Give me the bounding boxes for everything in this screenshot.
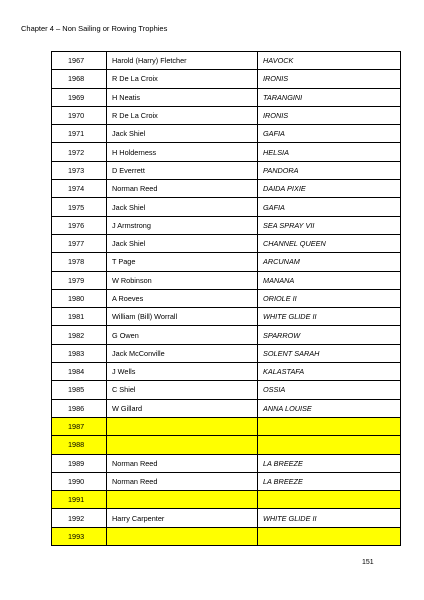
boat-cell: HELSIA [258,143,401,161]
table-row [52,417,401,435]
year-cell: 1980 [52,289,107,307]
year-cell: 1968 [52,70,107,88]
table-row [52,180,401,198]
boat-cell: LA BREEZE [258,472,401,490]
boat-cell: PANDORA [258,161,401,179]
boat-cell: OSSIA [258,381,401,399]
name-cell: H Holderness [107,143,258,161]
table-row [52,509,401,527]
name-cell: R De La Croix [107,106,258,124]
name-cell [107,491,258,509]
name-cell: Jack Shiel [107,198,258,216]
table-row [52,161,401,179]
boat-cell: DAIDA PIXIE [258,180,401,198]
year-cell: 1969 [52,88,107,106]
name-cell: Norman Reed [107,180,258,198]
name-cell: Jack Shiel [107,125,258,143]
table-row [52,399,401,417]
year-cell: 1979 [52,271,107,289]
year-cell: 1972 [52,143,107,161]
name-cell [107,527,258,545]
year-cell: 1974 [52,180,107,198]
boat-cell: IRONIS [258,106,401,124]
year-cell: 1967 [52,52,107,70]
table-row [52,381,401,399]
year-cell: 1985 [52,381,107,399]
name-cell: R De La Croix [107,70,258,88]
year-cell: 1986 [52,399,107,417]
name-cell [107,417,258,435]
boat-cell [258,417,401,435]
year-cell: 1993 [52,527,107,545]
table-row [52,125,401,143]
boat-cell: IRONIS [258,70,401,88]
table-row [52,106,401,124]
year-cell: 1984 [52,363,107,381]
year-cell: 1976 [52,216,107,234]
name-cell: T Page [107,253,258,271]
year-cell: 1987 [52,417,107,435]
boat-cell: ORIOLE II [258,289,401,307]
table-row [52,454,401,472]
name-cell [107,436,258,454]
year-cell: 1992 [52,509,107,527]
table-row [52,308,401,326]
name-cell: A Roeves [107,289,258,307]
boat-cell: WHITE GLIDE II [258,308,401,326]
name-cell: J Armstrong [107,216,258,234]
boat-cell: GAFIA [258,125,401,143]
table-row [52,289,401,307]
boat-cell [258,527,401,545]
name-cell: W Robinson [107,271,258,289]
name-cell: H Neatis [107,88,258,106]
boat-cell [258,491,401,509]
table-row [52,70,401,88]
boat-cell: KALASTAFA [258,363,401,381]
name-cell: Jack Shiel [107,234,258,252]
name-cell: G Owen [107,326,258,344]
boat-cell [258,436,401,454]
table-row [52,253,401,271]
trophy-winners-table [51,51,401,546]
name-cell: W Gillard [107,399,258,417]
table-row [52,472,401,490]
year-cell: 1982 [52,326,107,344]
boat-cell: TARANGINI [258,88,401,106]
table-row [52,198,401,216]
name-cell: William (Bill) Worrall [107,308,258,326]
year-cell: 1973 [52,161,107,179]
table-row [52,491,401,509]
table-row [52,527,401,545]
boat-cell: LA BREEZE [258,454,401,472]
table-row [52,143,401,161]
year-cell: 1991 [52,491,107,509]
year-cell: 1978 [52,253,107,271]
table-row [52,363,401,381]
table-row [52,216,401,234]
name-cell: C Shiel [107,381,258,399]
boat-cell: GAFIA [258,198,401,216]
table-row [52,344,401,362]
table-row [52,271,401,289]
year-cell: 1988 [52,436,107,454]
name-cell: Harry Carpenter [107,509,258,527]
name-cell: J Wells [107,363,258,381]
page-number: 151 [362,559,374,566]
boat-cell: SOLENT SARAH [258,344,401,362]
boat-cell: ARCUNAM [258,253,401,271]
year-cell: 1970 [52,106,107,124]
name-cell: Harold (Harry) Fletcher [107,52,258,70]
table-row [52,88,401,106]
boat-cell: SPARROW [258,326,401,344]
year-cell: 1977 [52,234,107,252]
name-cell: Norman Reed [107,472,258,490]
table-row [52,234,401,252]
year-cell: 1975 [52,198,107,216]
year-cell: 1971 [52,125,107,143]
year-cell: 1989 [52,454,107,472]
boat-cell: ANNA LOUISE [258,399,401,417]
boat-cell: CHANNEL QUEEN [258,234,401,252]
name-cell: D Everrett [107,161,258,179]
boat-cell: WHITE GLIDE II [258,509,401,527]
boat-cell: MANANA [258,271,401,289]
chapter-header: Chapter 4 – Non Sailing or Rowing Trophies [21,24,168,33]
table-row [52,52,401,70]
name-cell: Norman Reed [107,454,258,472]
table-row [52,326,401,344]
table-row [52,436,401,454]
year-cell: 1990 [52,472,107,490]
year-cell: 1983 [52,344,107,362]
name-cell: Jack McConville [107,344,258,362]
boat-cell: HAVOCK [258,52,401,70]
year-cell: 1981 [52,308,107,326]
boat-cell: SEA SPRAY VII [258,216,401,234]
table-body [52,52,401,546]
